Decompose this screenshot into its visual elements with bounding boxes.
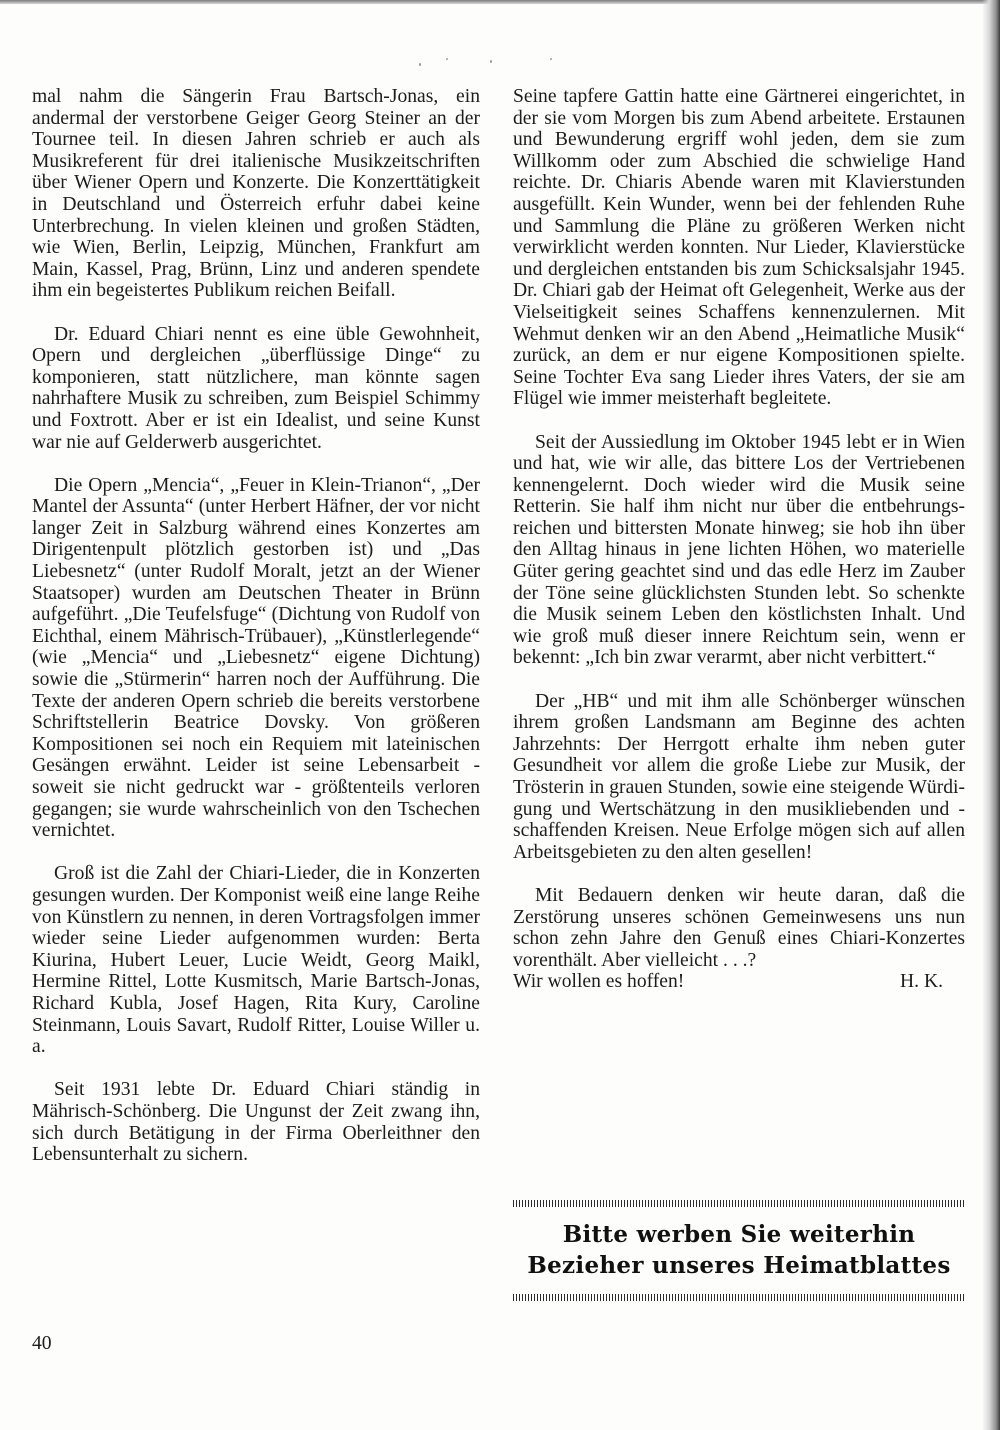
appeal-line-2: Bezieher unseres Heimatblattes [527,1252,951,1279]
left-text-column [32,86,480,1166]
article-paragraph: Groß ist die Zahl der Chiari-Lieder, die in Konzerten gesungen wurden. Der Komponist weiß eine lange Reihe von Künstlern zu nennen, in deren Vortragsfolgen immer wieder seine Lieder aufgenommen wurden: Berta Kiurina, Hubert Leuer, Lucie Weidt, Georg Maikl, Hermine Rittel, Lotte Kusmitsch, Marie Bartsch-Jonas, Richard Kubla, Josef Hagen, Rita Kury, Caroline Steinmann, Louis Savart, Rudolf Ritter, Louise Willer u. a. [32,863,480,1058]
author-signature: H. K. [900,971,943,993]
scan-speck [490,60,492,63]
hatched-rule-bottom [513,1294,965,1301]
article-paragraph: Dr. Eduard Chiari nennt es eine üble Gewohnheit, Opern und dergleichen „überflüssige Dinge“ zu komponieren, statt nützlichere, man könnte sagen nahrhaftere Musik zu schreiben, zum Beispiel Schimmy und Foxtrott. Aber er ist ein Idealist, und seine Kunst war nie auf Gelderwerb ausgerichtet. [32,323,480,453]
subscription-appeal-text [513,1207,965,1294]
scan-speck [550,58,552,60]
right-text-column [513,86,965,993]
page-number: 40 [32,1333,52,1354]
closing-text: Mit Bedauern denken wir heute daran, daß die Zerstörung unseres schönen Gemeinwesens uns nun schon zehn Jahre den Genuß eines Chiari-Konzertes vorenthält. Aber vielleicht . . .? [513,884,965,971]
article-paragraph: Seit der Aussiedlung im Oktober 1945 lebt er in Wien und hat, wie wir alle, das bittere Los der Vertriebenen kennengelernt. Doch wieder wird die Musik seine Retterin. Sie half ihm nicht nur über die entbehrungsreichen und bittersten Monate hinweg; sie hob ihn über den Alltag hinaus in jene lichten Höhen, wo materielle Güter gering geachtet sind und das edle Herz im Zauber der Töne seine glücklichsten Stunden lebt. So schenkte die Musik seinem Leben den köstlichsten Inhalt. Und wie groß muß dieser innere Reichtum sein, wenn er bekennt: „Ich bin zwar verarmt, aber nicht verbittert.“ [513,431,965,669]
scan-speck [446,58,448,60]
article-paragraph: Der „HB“ und mit ihm alle Schönberger wünschen ihrem großen Landsmann am Beginne des achten Jahrzehnts: Der Herrgott erhalte ihm neben guter Gesundheit vor allem die große Liebe zur Musik, der Trösterin in grauen Stunden, sowie eine steigende Würdigung und Wertschätzung in den musikliebenden und -schaffenden Kreisen. Neue Erfolge mögen sich auf allen Arbeitsgebieten zu den alten gesellen! [513,690,965,863]
page-top-edge-shadow [0,0,1000,4]
scan-speck [419,63,421,66]
closing-last-line: Wir wollen es hoffen! [513,971,685,993]
closing-paragraph [513,885,965,993]
signoff-row [513,971,965,993]
article-paragraph: mal nahm die Sängerin Frau Bartsch-Jonas, ein andermal der verstorbene Geiger Georg Steiner an der Tournee teil. In diesen Jahren schrieb er auch als Musikreferent für drei italienische Musikzeitschriften über Wiener Opern und Konzerte. Die Konzerttätigkeit in Deutschland und Österreich erfuhr dabei keine Unterbrechung. In vielen kleinen und großen Städten, wie Wien, Berlin, Leipzig, München, Frankfurt am Main, Kassel, Prag, Brünn, Linz und anderen spendete ihm ein begeistertes Publikum reichen Beifall. [32,86,480,302]
appeal-line-1: Bitte werben Sie weiterhin [562,1221,916,1248]
article-paragraph: Die Opern „Mencia“, „Feuer in Klein-Trianon“, „Der Mantel der Assunta“ (unter Herbert Häfner, der vor nicht langer Zeit in Salzburg während eines Konzertes am Dirigentenpult plötzlich gestorben ist) und „Das Liebesnetz“ (unter Rudolf Moralt, jetzt an der Wiener Staatsoper) wurden am Deutschen Theater in Brünn aufgeführt. „Die Teufelsfuge“ (Dichtung von Rudolf von Eichthal, einem Mährisch-Trübauer), „Künstlerlegende“ (wie „Mencia“ und „Liebesnetz“ eigene Dichtung) sowie die „Stürmerin“ harren noch der Aufführung. Die Texte der anderen Opern schrieb die bereits verstorbene Schriftstellerin Beatrice Dovsky. Von größeren Kompositionen sei noch ein Requiem mit lateinischen Gesängen erwähnt. Leider ist seine Lebensarbeit - soweit sie nicht gedruckt war - größtenteils verloren gegangen; sie wurde wahrscheinlich von den Tschechen vernichtet. [32,474,480,842]
subscription-appeal-box [513,1200,965,1301]
article-paragraph: Seit 1931 lebte Dr. Eduard Chiari ständig in Mährisch-Schönberg. Die Ungunst der Zeit zwang ihn, sich durch Betätigung in der Firma Oberleithner den Lebensunterhalt zu sichern. [32,1079,480,1166]
page-binding-shadow [982,0,1000,1430]
article-paragraph: Seine tapfere Gattin hatte eine Gärtnerei eingerichtet, in der sie vom Morgen bis zum Abend arbeitete. Erstaunen und Bewunderung ergriff wohl jeden, dem sie zum Willkomm oder zum Abschied die schwielige Hand reichte. Dr. Chiaris Abende waren mit Klavierstunden ausgefüllt. Kein Wunder, wenn bei der fehlenden Ruhe und Sammlung die Pläne zu größeren Werken nicht verwirklicht werden konnten. Nur Lieder, Klavierstücke und dergleichen entstanden bis zum Schicksalsjahr 1945. Dr. Chiari gab der Heimat oft Gelegenheit, Werke aus der Vielseitigkeit seines Schaffens kennenzulernen. Mit Wehmut denken wir an den Abend „Heimatliche Musik“ zurück, an dem er nur eigene Kompositionen spielte. Seine Tochter Eva sang Lieder ihres Vaters, der sie am Flügel wie immer meisterhaft begleitete. [513,86,965,410]
hatched-rule-top [513,1200,965,1207]
